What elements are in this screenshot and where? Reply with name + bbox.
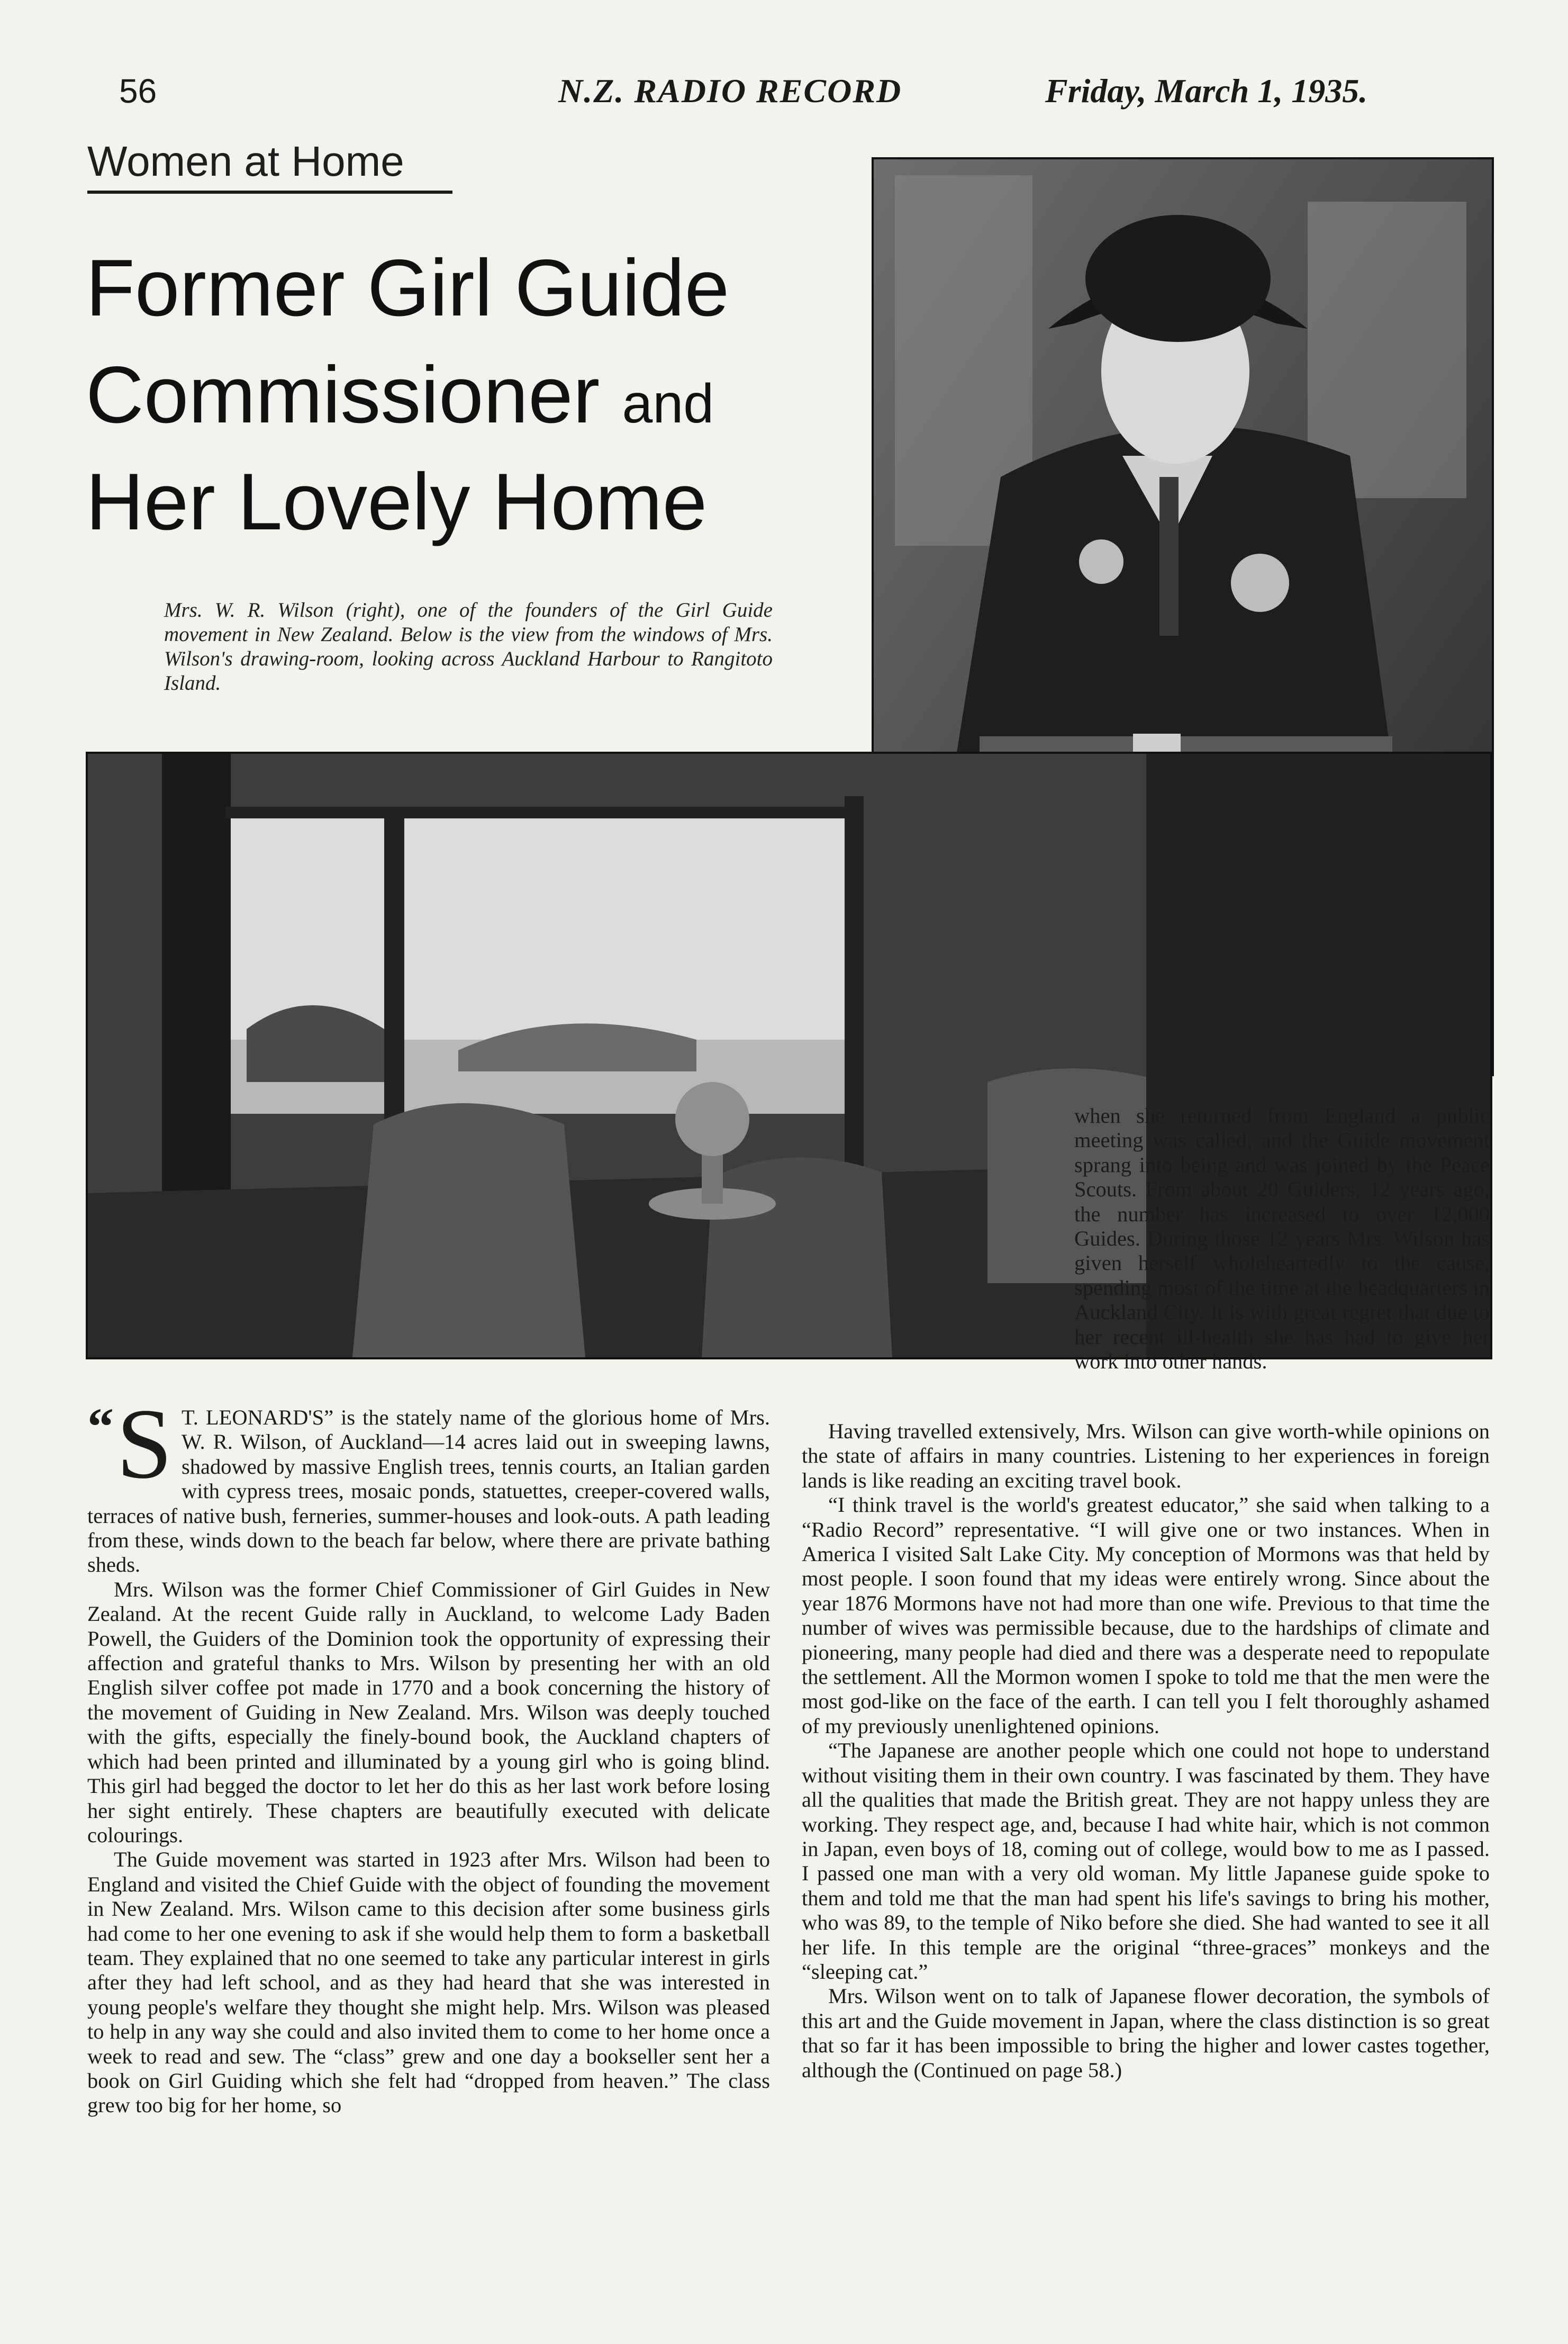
section-title: Women at Home <box>87 138 404 185</box>
headline-line-2-main: Commissioner <box>86 350 600 440</box>
headline-line-1: Former Girl Guide <box>86 243 730 333</box>
article-paragraph-7: “The Japanese are another people which one could not hope to understand without visiting them in their own country. I was fascinated by them. They have all the qualities that made the British great. They are not happy unless they are working. They respect age, and, because I had white hair, which is not common in Japan, even boys of 18, coming out of college, would bow to me as I passed. I passed one man with a very old woman. My little Japanese guide spoke to them and told me that the man had spent his life's savings to bring his mother, who was 89, to the temple of Niko before she died. She had wanted to see it all her life. In this temple are the original “three-graces” monkeys and the “sleeping cat.” <box>802 1738 1490 1984</box>
drop-cap-quote: “ <box>87 1397 114 1456</box>
headline-line-2-and: and <box>622 373 714 435</box>
article-column-2 <box>802 1419 1490 2082</box>
section-rule <box>87 191 452 194</box>
article-column-2-top: when she returned from England a public meeting was called, and the Guide movement sprang into being and was joined by the Peace Scouts. From about 20 Guiders, 12 years ago, the number has increased to over 12,000 Guides. During those 12 years Mrs. Wilson has given herself wholeheartedly to the cause, spending most of the time at the headquarters in Auckland City. It is with great regret that due to her recent ill-health she has had to give her work into other hands. <box>1074 1104 1490 1374</box>
article-paragraph-2: Mrs. Wilson was the former Chief Commissioner of Girl Guides in New Zealand. At the recent Guide rally in Auckland, to welcome Lady Baden Powell, the Guiders of the Dominion took the opportunity of expressing their affection and grateful thanks to Mrs. Wilson by presenting her with an old English silver coffee pot made in 1770 and a book concerning the history of the movement of Guiding in New Zealand. Mrs. Wilson was deeply touched with the gifts, especially the finely-bound book, the Auckland chapters of which had been printed and illuminated by a young girl who is going blind. This girl had begged the doctor to let her do this as her last work before losing her sight entirely. These chapters are beautifully executed with delicate colourings. <box>87 1577 770 1847</box>
article-paragraph-3: The Guide movement was started in 1923 after Mrs. Wilson had been to England and visited the Chief Guide with the object of founding the movement in New Zealand. Mrs. Wilson came to this decision after some business girls had come to her one evening to ask if she would help them to form a basketball team. They explained that no one seemed to take any particular interest in girls after they had left school, and as they had heard that she was interested in young people's welfare they thought she might help. Mrs. Wilson was pleased to help in any way she could and also invited them to come to her home once a week to read and sew. The “class” grew and one day a bookseller sent her a book on Girl Guiding which she felt had “dropped from heaven.” The class grew too big for her home, so <box>87 1847 770 2117</box>
issue-date: Friday, March 1, 1935. <box>1045 72 1368 110</box>
article-paragraph-8 <box>802 1984 1490 2082</box>
article-paragraph-6: “I think travel is the world's greatest educator,” she said when talking to a “Radio Record” representative. “I will give one or two instances. When in America I visited Salt Lake City. My conception of Mormons was that held by most people. I soon found that my ideas were entirely wrong. Since about the year 1876 Mormons have not had more than one wife. Previous to that time the number of wives was permissible because, due to the hardships of climate and pioneering, many people had died and there was a desperate need to repopulate the settlement. All the Mormon women I spoke to told me that the men were the most god-like on the face of the earth. I can tell you I felt thoroughly ashamed of my previously unenlightened opinions. <box>802 1493 1490 1738</box>
continued-on-link[interactable]: (Continued on page 58.) <box>913 2058 1122 2082</box>
page-number: 56 <box>119 72 157 110</box>
headline-line-3: Her Lovely Home <box>86 457 708 547</box>
publication-title: N.Z. RADIO RECORD <box>558 72 902 110</box>
drop-cap <box>87 1389 177 1500</box>
photo-caption: Mrs. W. R. Wilson (right), one of the founders of the Girl Guide movement in New Zealand. Below is the view from the windows of Mrs. Wilson's drawing-room, looking across Auckland Harbour to Rangitoto Island. <box>164 599 773 695</box>
article-paragraph-5: Having travelled extensively, Mrs. Wilson can give worth-while opinions on the state of affairs in many countries. Listening to her experiences in foreign lands is like reading an exciting travel book. <box>802 1419 1490 1492</box>
drop-cap-letter: S <box>116 1389 173 1500</box>
headline-line-2 <box>86 350 784 440</box>
article-column-1 <box>87 1389 770 2118</box>
article-paragraph-1: T. LEONARD'S” is the stately name of the glorious home of Mrs. W. R. Wilson, of Auckland—14 acres laid out in sweeping lawns, shadowed by massive English trees, tennis courts, an Italian garden with cypress trees, mosaic ponds, statuettes, creeper-covered walls, terraces of native bush, ferneries, summer-houses and look-outs. A path leading from these, winds down to the beach far below, where there are private bathing sheds. <box>87 1405 770 1577</box>
article-paragraph-8-text: Mrs. Wilson went on to talk of Japanese flower decoration, the symbols of this art and the Guide movement in Japan, where the class distinction is so great that so far it has been impossible to bring the higher and lower castes together, although the <box>802 1984 1490 2082</box>
